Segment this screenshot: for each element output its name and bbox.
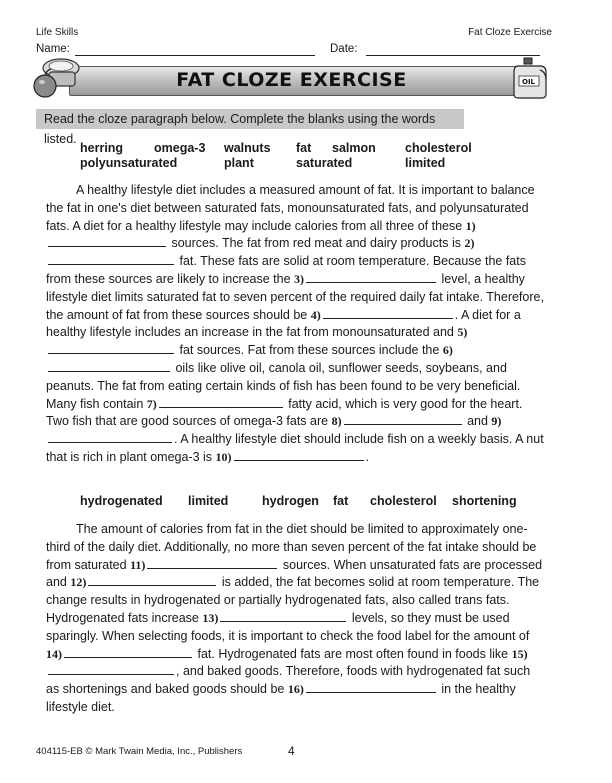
wordbank1-word: salmon [332, 141, 376, 155]
paragraph-text: . [365, 449, 370, 464]
wordbank1-word: plant [224, 156, 254, 170]
paragraph-text: fat sources. Fat from these sources include the [179, 343, 440, 358]
blank-number: 1) [465, 218, 476, 233]
paragraph-text: sources. The fat from red meat and dairy products is [171, 236, 461, 251]
blank-number: 12) [70, 575, 87, 590]
blank-number: 13) [202, 610, 219, 625]
page-number: 4 [288, 744, 295, 758]
blank-number: 2) [464, 236, 475, 251]
page-title: FAT CLOZE EXERCISE [176, 69, 407, 91]
header-subject: Life Skills [36, 27, 79, 38]
blank-16[interactable] [306, 682, 436, 693]
paragraph-text: . A diet for a healthy lifestyle includes an increase in the fat from monounsaturated and [46, 307, 521, 340]
name-field[interactable] [75, 44, 315, 56]
blank-14[interactable] [64, 647, 192, 658]
food-illustration-icon [31, 54, 83, 102]
blank-number: 9) [491, 414, 502, 429]
blank-2[interactable] [48, 254, 174, 265]
paragraph-text: levels, so they must be used sparingly. When selecting foods, it is important to check the food label for the amount of [46, 610, 530, 643]
blank-10[interactable] [234, 450, 364, 461]
cloze-paragraph-1 [46, 182, 546, 467]
blank-number: 16) [287, 682, 304, 697]
name-label: Name: [36, 43, 70, 55]
blank-9[interactable] [48, 432, 172, 443]
blank-8[interactable] [344, 414, 462, 425]
paragraph-text: in the healthy lifestyle diet. [46, 682, 516, 714]
paragraph-text: is added, the fat becomes solid at room temperature. The change results in hydrogenated or partially hydrogenated fats, also called trans fats. Hydrogenated fats increase [46, 575, 540, 625]
blank-12[interactable] [88, 575, 216, 586]
blank-15[interactable] [48, 664, 174, 675]
blank-number: 11) [130, 557, 146, 572]
footer-copyright: 404115-EB © Mark Twain Media, Inc., Publishers [36, 746, 243, 757]
date-field[interactable] [366, 44, 540, 56]
paragraph-text: , and baked goods. Therefore, foods with hydrogenated fat such as shortenings and baked goods should be [46, 664, 531, 697]
wordbank2-word: cholesterol [370, 494, 437, 508]
oil-label: OIL [522, 78, 536, 86]
blank-3[interactable] [306, 272, 436, 283]
blank-13[interactable] [220, 611, 346, 622]
blank-number: 4) [310, 307, 321, 322]
blank-6[interactable] [48, 361, 170, 372]
wordbank1-word: herring [80, 141, 124, 155]
wordbank2-word: hydrogenated [80, 494, 163, 508]
blank-number: 3) [294, 271, 305, 286]
blank-number: 8) [331, 414, 342, 429]
wordbank1-word: saturated [296, 156, 353, 170]
blank-number: 14) [46, 646, 62, 661]
blank-11[interactable] [147, 558, 277, 569]
wordbank1-word: polyunsaturated [80, 156, 178, 170]
blank-number: 15) [511, 646, 528, 661]
oil-jug-icon [510, 56, 550, 100]
cloze-paragraph-2 [46, 521, 546, 717]
paragraph-text: fat. These fats are solid at room temperature. Because the fats from these sources are likely to increase the [46, 254, 526, 286]
blank-number: 6) [442, 343, 453, 358]
blank-number: 7) [146, 396, 157, 411]
instructions: Read the cloze paragraph below. Complete the blanks using the words listed. [36, 109, 464, 129]
wordbank1-word: fat [296, 141, 312, 155]
blank-number: 5) [457, 325, 468, 340]
paragraph-text: sources. When unsaturated fats are processed and [46, 557, 543, 590]
paragraph-text: fatty acid, which is very good for the heart. Two fish that are good sources of omega-3 fats are [46, 396, 523, 429]
date-label: Date: [330, 43, 358, 55]
paragraph-text: . A healthy lifestyle diet should include fish on a weekly basis. A nut that is rich in plant omega-3 is [46, 432, 544, 464]
blank-number: 10) [215, 449, 232, 464]
blank-5[interactable] [48, 343, 174, 354]
paragraph-text: oils like olive oil, canola oil, sunflower seeds, soybeans, and peanuts. The fat from eating certain kinds of fish has been found to be very beneficial. Many fish contain [46, 360, 521, 411]
wordbank1-word: cholesterol [405, 141, 472, 155]
blank-4[interactable] [323, 308, 453, 319]
paragraph-text: The amount of calories from fat in the diet should be limited to approximately one-third of the daily diet. Additionally, no more than seven percent of the fat intake should be from saturated [46, 522, 537, 572]
wordbank1-word: walnuts [224, 141, 271, 155]
paragraph-text: A healthy lifestyle diet includes a measured amount of fat. It is important to balance the fat in one's diet between saturated fats, monounsaturated fats, and polyunsaturated fats. A diet for a healthy lifestyle may include calories from all three of these [46, 183, 535, 233]
wordbank2-word: limited [188, 494, 229, 508]
paragraph-text: and [467, 414, 488, 429]
wordbank2-word: hydrogen [262, 494, 319, 508]
blank-1[interactable] [48, 236, 166, 247]
blank-7[interactable] [159, 397, 283, 408]
paragraph-text: level, a healthy lifestyle diet limits saturated fat to seven percent of the required daily fat intake. Therefore, the amount of fat from these sources should be [46, 271, 544, 322]
title-banner [33, 60, 550, 98]
wordbank1-word: omega-3 [154, 141, 206, 155]
wordbank2-word: fat [333, 494, 349, 508]
paragraph-text: fat. Hydrogenated fats are most often found in foods like [197, 646, 509, 661]
header-title: Fat Cloze Exercise [468, 27, 552, 38]
wordbank2-word: shortening [452, 494, 517, 508]
wordbank1-word: limited [405, 156, 446, 170]
